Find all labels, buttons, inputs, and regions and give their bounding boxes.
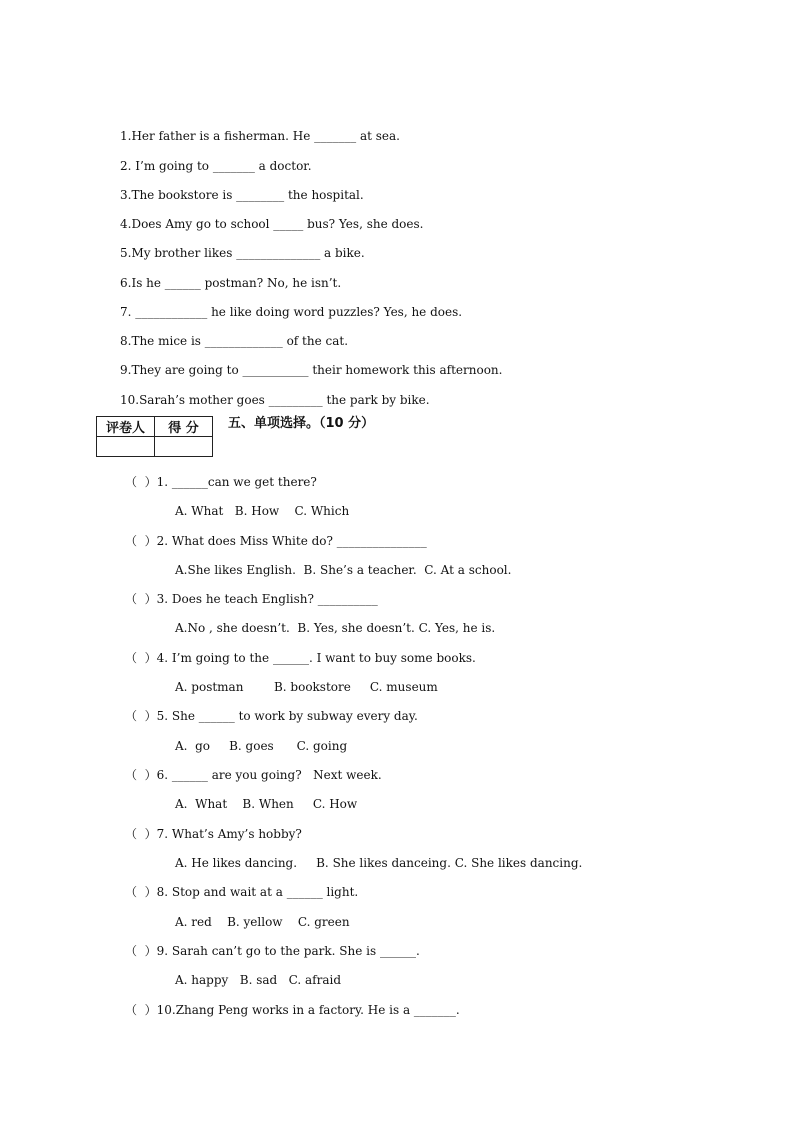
question-5-options: A. go B. goes C. going xyxy=(175,739,348,753)
question-8-options: A. red B. yellow C. green xyxy=(175,915,350,929)
section-title: 五、单项选择。（10 分） xyxy=(228,416,375,431)
fill-blank-1: 1.Her father is a fisherman. He _______ at sea. xyxy=(120,129,400,143)
question-2: （ ）2. What does Miss White do? _______________ xyxy=(125,534,427,548)
question-1-options: A. What B. How C. Which xyxy=(175,504,350,518)
question-9-options: A. happy B. sad C. afraid xyxy=(175,973,342,987)
score-cell[interactable] xyxy=(155,437,213,457)
question-4-options: A. postman B. bookstore C. museum xyxy=(175,680,438,694)
fill-blank-5: 5.My brother likes ______________ a bike. xyxy=(120,246,365,260)
score-table-header-row xyxy=(97,417,213,437)
fill-blank-3: 3.The bookstore is ________ the hospital. xyxy=(120,188,364,202)
fill-blank-10: 10.Sarah’s mother goes _________ the park by bike. xyxy=(120,393,430,407)
question-2-options: A.She likes English. B. She’s a teacher. C. At a school. xyxy=(175,563,512,577)
score-table-entry-row xyxy=(97,437,213,457)
question-1: （ ）1. ______can we get there? xyxy=(125,475,317,489)
question-6: （ ）6. ______ are you going? Next week. xyxy=(125,768,382,782)
fill-blank-9: 9.They are going to ___________ their homework this afternoon. xyxy=(120,363,503,377)
fill-blank-6: 6.Is he ______ postman? No, he isn’t. xyxy=(120,276,342,290)
question-4: （ ）4. I’m going to the ______. I want to buy some books. xyxy=(125,651,476,665)
fill-blank-2: 2. I’m going to _______ a doctor. xyxy=(120,159,312,173)
grader-cell[interactable] xyxy=(97,437,155,457)
question-9: （ ）9. Sarah can’t go to the park. She is ______. xyxy=(125,944,420,958)
score-label: 得 分 xyxy=(155,417,213,437)
fill-blank-7: 7. ____________ he like doing word puzzles? Yes, he does. xyxy=(120,305,463,319)
question-8: （ ）8. Stop and wait at a ______ light. xyxy=(125,885,359,899)
fill-blank-4: 4.Does Amy go to school _____ bus? Yes, she does. xyxy=(120,217,424,231)
question-7: （ ）7. What’s Amy’s hobby? xyxy=(125,827,302,841)
question-3: （ ）3. Does he teach English? __________ xyxy=(125,592,378,606)
question-7-options: A. He likes dancing. B. She likes danceing. C. She likes dancing. xyxy=(175,856,583,870)
score-table xyxy=(96,416,213,457)
grader-label: 评卷人 xyxy=(97,417,155,437)
fill-blank-8: 8.The mice is _____________ of the cat. xyxy=(120,334,349,348)
question-5: （ ）5. She ______ to work by subway every day. xyxy=(125,709,418,723)
question-10: （ ）10.Zhang Peng works in a factory. He is a _______. xyxy=(125,1003,460,1017)
question-3-options: A.No , she doesn’t. B. Yes, she doesn’t. C. Yes, he is. xyxy=(175,621,496,635)
question-6-options: A. What B. When C. How xyxy=(175,797,358,811)
